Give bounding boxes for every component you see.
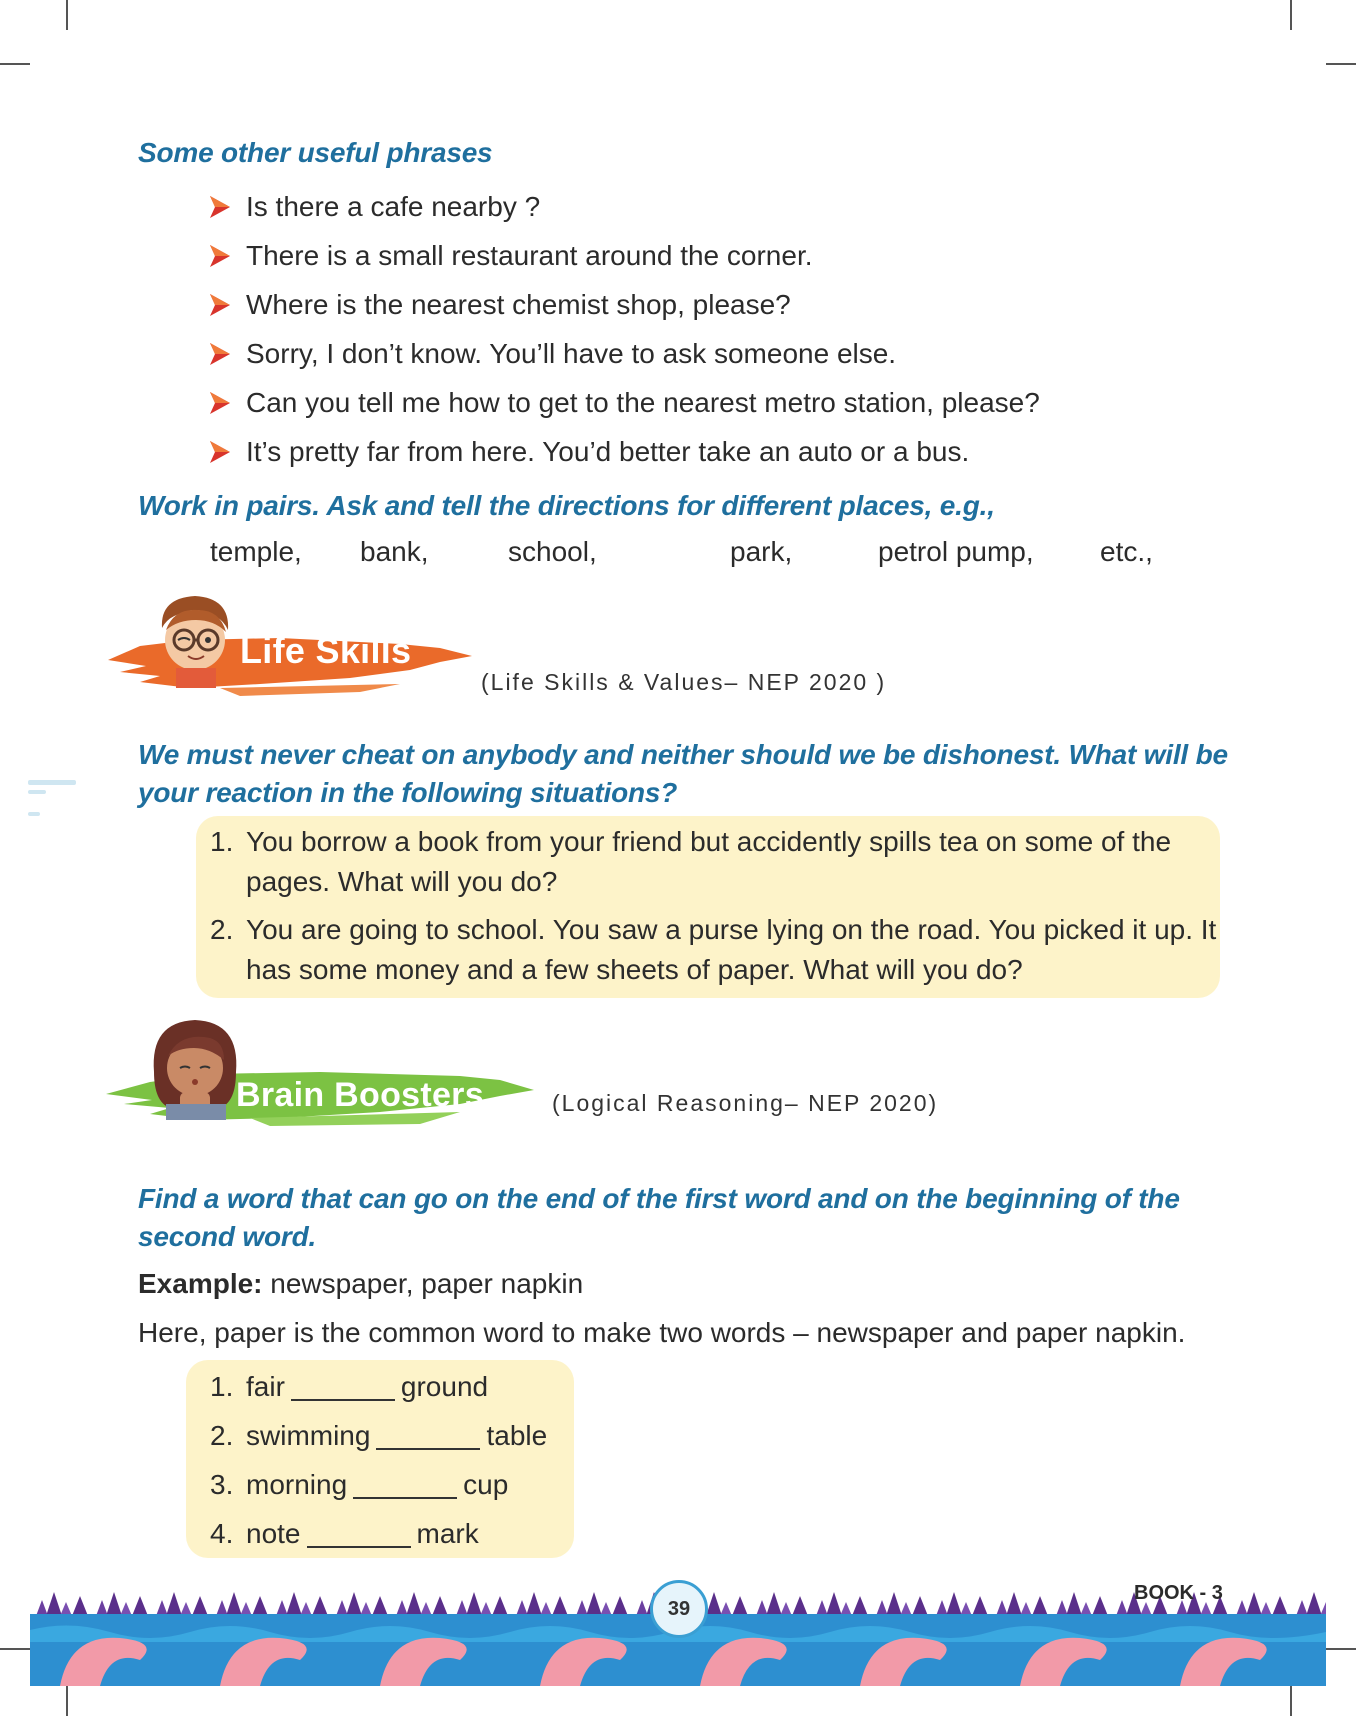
- margin-mark: [28, 780, 76, 785]
- brain-boosters-label: Brain Boosters: [236, 1076, 484, 1114]
- life-skills-instruction: We must never cheat on anybody and neither should we be dishonest. What will be your reaction in the following situations?: [138, 739, 1228, 808]
- phrases-heading: Some other useful phrases: [138, 137, 493, 168]
- list-item: Sorry, I don’t know. You’ll have to ask someone else.: [210, 329, 1040, 378]
- brain-boosters-banner: [100, 1020, 540, 1130]
- arrow-bullet-icon: [210, 441, 230, 463]
- list-item: Can you tell me how to get to the nearest metro station, please?: [210, 378, 1040, 427]
- phrases-list: [210, 182, 1040, 476]
- arrow-bullet-icon: [210, 294, 230, 316]
- brain-boosters-subtitle: (Logical Reasoning– NEP 2020): [552, 1090, 939, 1116]
- crop-mark: [1326, 1648, 1356, 1650]
- explanation-line: Here, paper is the common word to make two words – newspaper and paper napkin.: [138, 1317, 1186, 1348]
- list-item: Is there a cafe nearby ?: [210, 182, 1040, 231]
- place-word: temple,: [210, 536, 302, 567]
- margin-mark: [28, 790, 46, 794]
- place-word: petrol pump,: [878, 536, 1034, 567]
- list-item: 4. note mark: [210, 1517, 479, 1549]
- arrow-bullet-icon: [210, 196, 230, 218]
- book-label: BOOK - 3: [1134, 1582, 1223, 1604]
- list-item: Where is the nearest chemist shop, please?: [210, 280, 1040, 329]
- crop-mark: [0, 1648, 30, 1650]
- crop-mark: [0, 63, 30, 65]
- crop-mark: [66, 0, 68, 30]
- place-word: school,: [508, 536, 597, 567]
- crop-mark: [1290, 0, 1292, 30]
- crop-mark: [66, 1686, 68, 1716]
- list-item: 2. swimming table: [210, 1419, 548, 1451]
- list-item: There is a small restaurant around the corner.: [210, 231, 1040, 280]
- arrow-bullet-icon: [210, 245, 230, 267]
- crop-mark: [1290, 1686, 1292, 1716]
- arrow-bullet-icon: [210, 343, 230, 365]
- answer-blank[interactable]: [376, 1422, 480, 1450]
- word-puzzle-list: [210, 1362, 547, 1558]
- place-word: etc.,: [1100, 536, 1153, 567]
- answer-blank[interactable]: [291, 1373, 395, 1401]
- list-item: 3. morning cup: [210, 1468, 509, 1500]
- arrow-bullet-icon: [210, 392, 230, 414]
- situations-list: [210, 822, 1216, 990]
- life-skills-banner: [100, 600, 480, 710]
- answer-blank[interactable]: [353, 1471, 457, 1499]
- brain-boosters-instruction: Find a word that can go on the end of the first word and on the beginning of the second word.: [138, 1183, 1180, 1252]
- place-word: park,: [730, 536, 793, 567]
- list-item: 2. You are going to school. You saw a purse lying on the road. You picked it up. It has some money and a few sheets of paper. What will you do?: [210, 914, 1217, 985]
- pairs-heading: Work in pairs. Ask and tell the directions for different places, e.g.,: [138, 490, 995, 521]
- life-skills-subtitle: (Life Skills & Values– NEP 2020 ): [481, 669, 887, 695]
- list-item: It’s pretty far from here. You’d better take an auto or a bus.: [210, 427, 1040, 476]
- place-word: bank,: [360, 536, 429, 567]
- margin-mark: [28, 812, 40, 816]
- example-line: Example: newspaper, paper napkin: [138, 1268, 584, 1299]
- page-number: 39: [650, 1580, 708, 1638]
- crop-mark: [1326, 63, 1356, 65]
- boy-character-icon: [140, 590, 250, 690]
- life-skills-label: Life Skills: [240, 630, 412, 671]
- list-item: 1. fair ground: [210, 1370, 489, 1402]
- list-item: 1. You borrow a book from your friend but accidently spills tea on some of the pages. What will you do?: [210, 826, 1172, 897]
- girl-character-icon: [140, 1012, 250, 1122]
- answer-blank[interactable]: [307, 1520, 411, 1548]
